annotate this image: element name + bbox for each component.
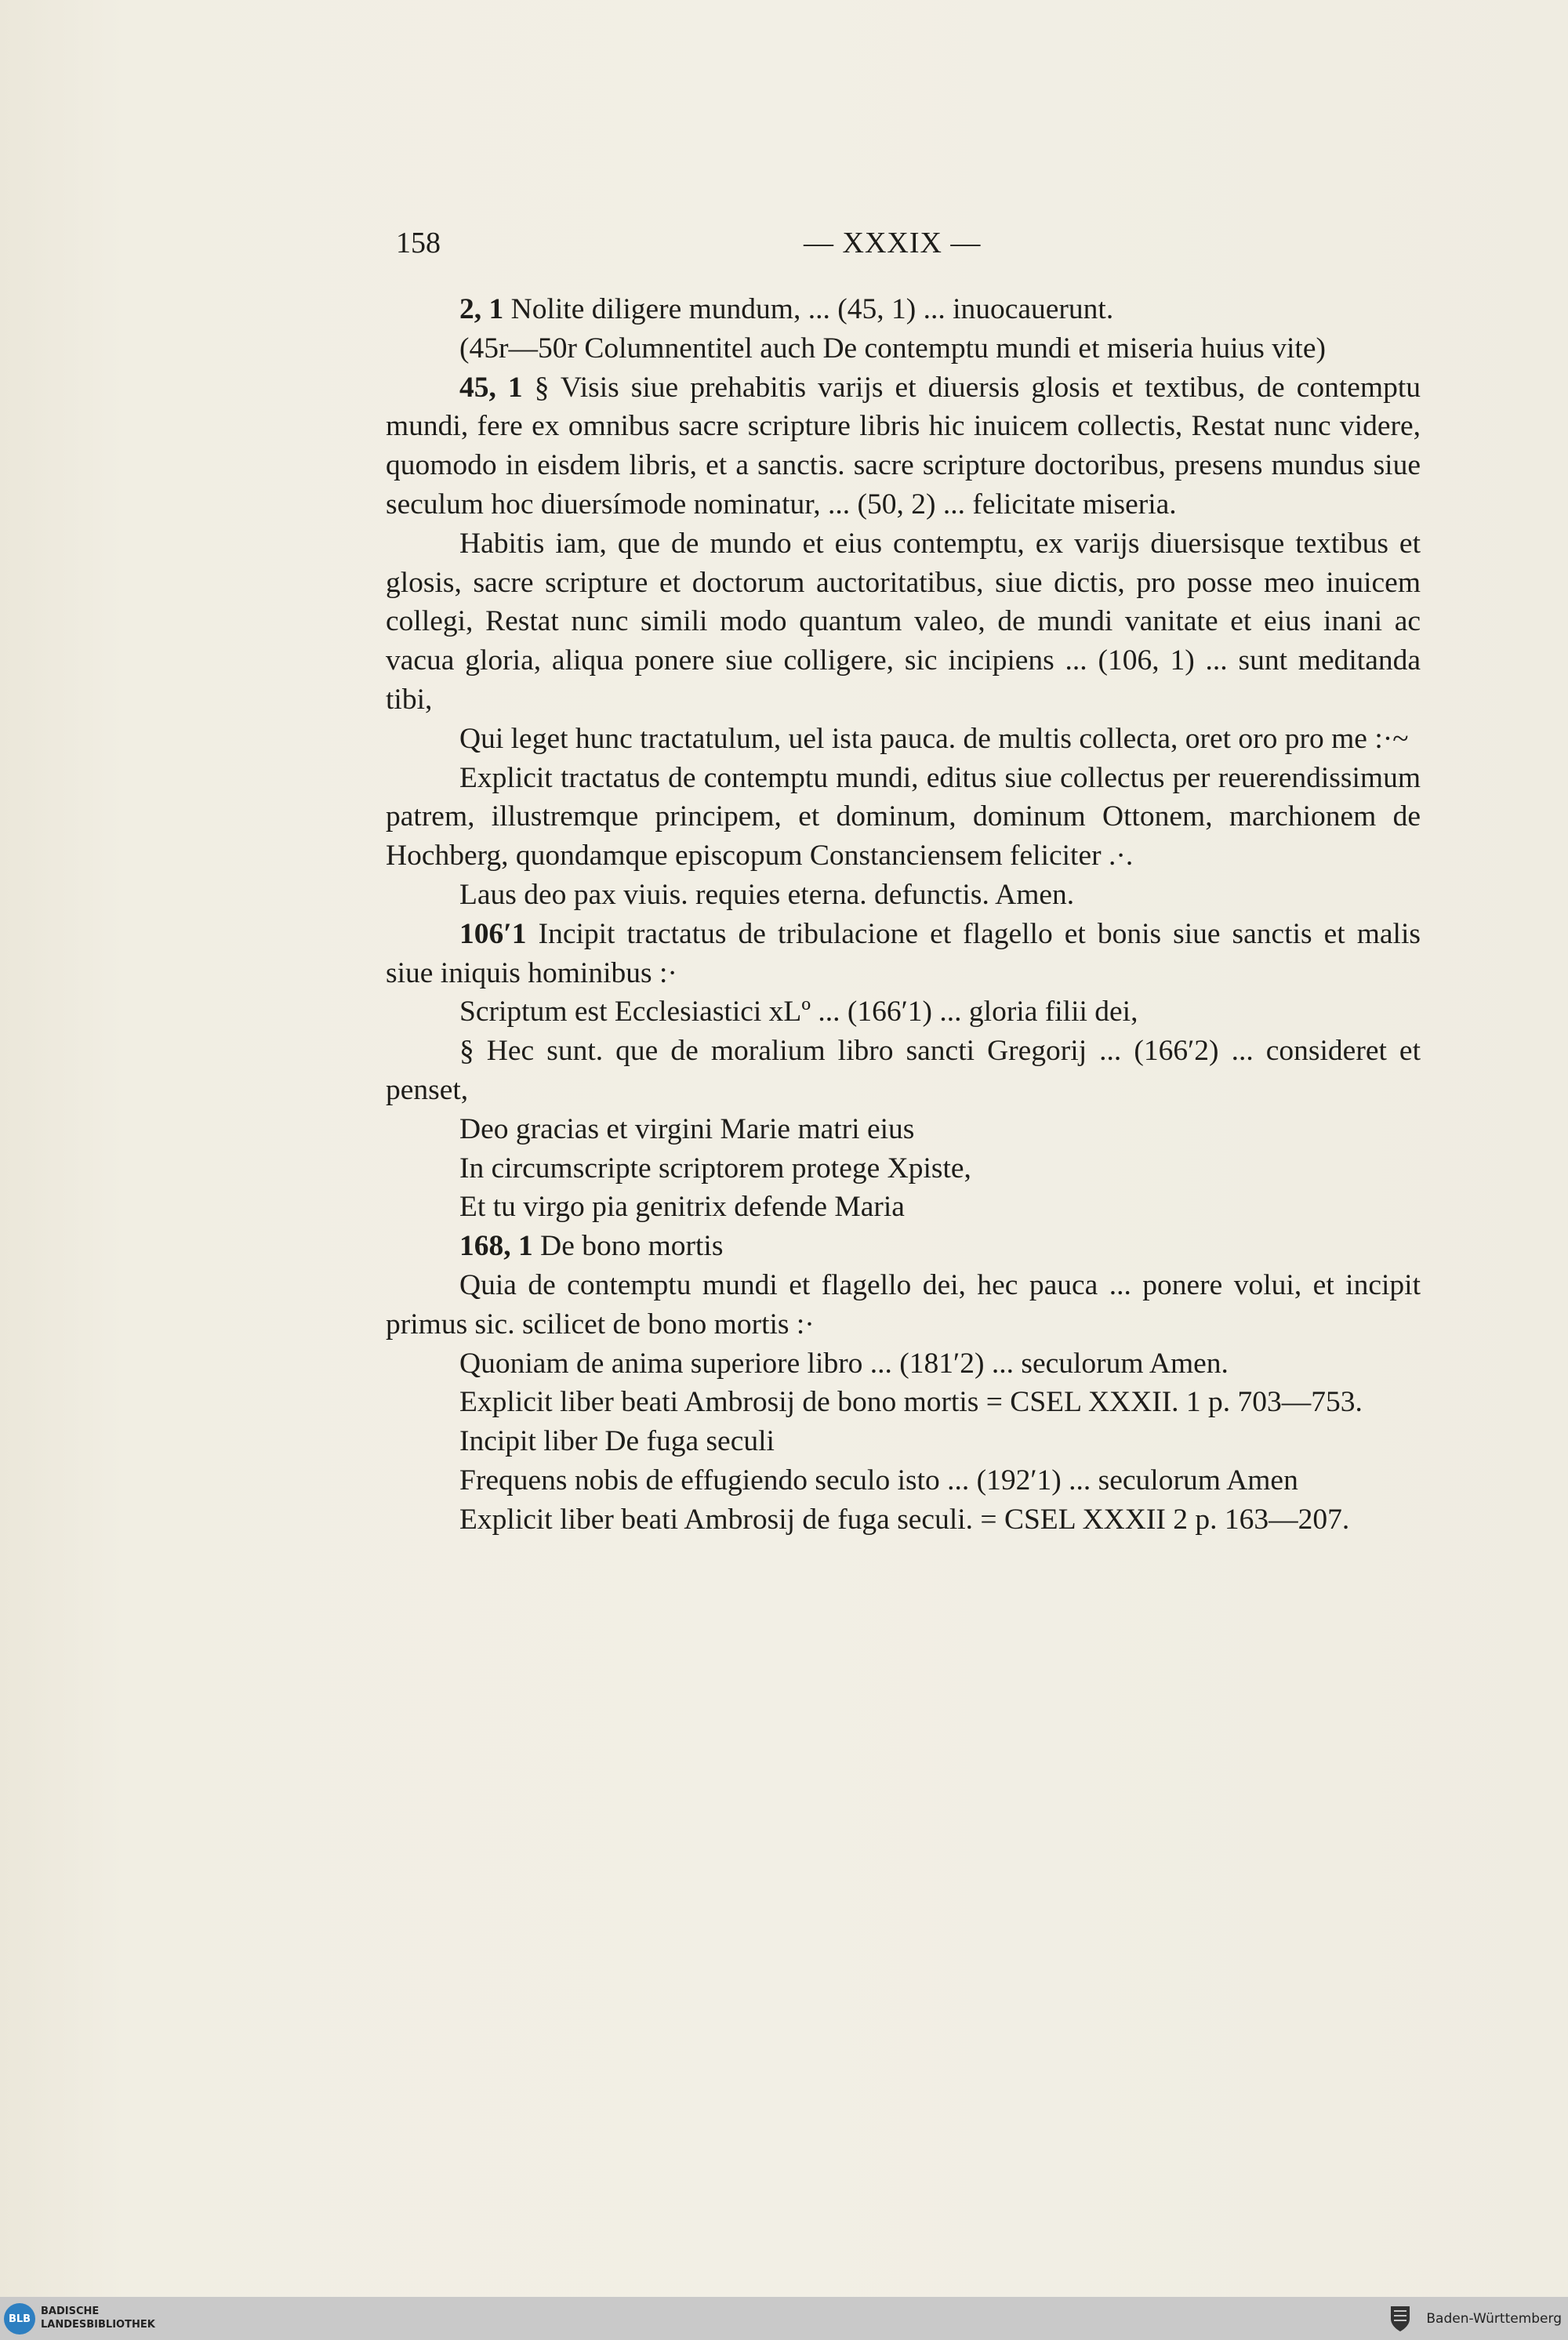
library-footer (0, 2297, 1568, 2340)
paragraph: 106′1 Incipit tractatus de tribulacione et flagello et bonis siue sanctis et malis siue iniquis hominibus :· (386, 917, 1421, 989)
verse-line: Et tu virgo pia genitrix defende Maria (459, 1191, 905, 1224)
reference: 168, 1 (459, 1230, 533, 1263)
paragraph: 2, 1 Nolite diligere mundum, ... (45, 1) ... inuocauerunt. (459, 293, 1114, 325)
body-text (386, 290, 1421, 1540)
paragraph: 45, 1 § Visis siue prehabitis varijs et diuersis glosis et textibus, de contemptu mundi, fere ex omnibus sacre scripture libris hic inuicem collectis, Restat nunc videre, quomodo in eisdem libris, et a sanctis. sacre scripture doctoribus, presens mundus siue seculum hoc diuersímode nominatur, ... (50, 2) ... felicitate miseria. (386, 371, 1421, 521)
coat-of-arms-icon (1389, 2305, 1411, 2333)
reference: 2, 1 (459, 293, 504, 325)
paragraph: Explicit tractatus de contemptu mundi, editus siue collectus per reuerendissimum patrem, illustremque principem, et dominum, dominum Ottonem, marchionem de Hochberg, quondamque episcopum Constanciensem feliciter .·. (386, 761, 1421, 873)
verse-line: In circumscripte scriptorem protege Xpiste, (459, 1152, 971, 1185)
reference: 45, 1 (459, 371, 523, 404)
verse-line: Deo gracias et virgini Marie matri eius (459, 1112, 915, 1145)
page-header (396, 226, 1419, 265)
paragraph: Quia de contemptu mundi et flagello dei, hec pauca ... ponere volui, et incipit primus sic. scilicet de bono mortis :· (386, 1268, 1421, 1341)
paragraph: Laus deo pax viuis. requies eterna. defunctis. Amen. (459, 878, 1075, 911)
paragraph: Explicit liber beati Ambrosij de bono mortis = CSEL XXXII. 1 p. 703—753. (459, 1386, 1363, 1419)
paragraph: Explicit liber beati Ambrosij de fuga seculi. = CSEL XXXII 2 p. 163—207. (459, 1503, 1350, 1536)
blb-logo-icon: BLB (4, 2303, 35, 2335)
page-number: 158 (396, 227, 441, 259)
state-name: Baden-Württemberg (1426, 2311, 1562, 2327)
paragraph: Incipit liber De fuga seculi (459, 1425, 775, 1458)
paragraph: § Hec sunt. que de moralium libro sancti Gregorij ... (166′2) ... consideret et penset, (386, 1035, 1421, 1106)
paragraph: Frequens nobis de effugiendo seculo isto ... (192′1) ... seculorum Amen (459, 1464, 1298, 1497)
paragraph: Habitis iam, que de mundo et eius contemptu, ex varijs diuersisque textibus et glosis, sacre scripture et doctorum auctoritatibus, siue dictis, pro posse meo inuicem collegi, Restat nunc simili modo quantum valeo, de mundi vanitate et eius inani ac vacua gloria, aliqua ponere siue colligere, sic incipiens ... (106, 1) ... sunt meditanda tibi, (386, 527, 1421, 716)
paragraph: Quoniam de anima superiore libro ... (181′2) ... seculorum Amen. (459, 1347, 1229, 1380)
paragraph: Qui leget hunc tractatulum, uel ista pauca. de multis collecta, oret oro pro me :·~ (459, 722, 1409, 755)
paragraph: Scriptum est Ecclesiastici xLº ... (166′1) ... gloria filii dei, (459, 996, 1138, 1029)
paragraph: (45r—50r Columnentitel auch De contemptu mundi et miseria huius vite) (459, 332, 1326, 365)
running-head: — XXXIX — (804, 227, 982, 259)
paragraph: 168, 1 De bono mortis (459, 1230, 724, 1263)
reference: 106′1 (459, 917, 527, 950)
library-name: BADISCHE LANDESBIBLIOTHEK (41, 2306, 155, 2331)
